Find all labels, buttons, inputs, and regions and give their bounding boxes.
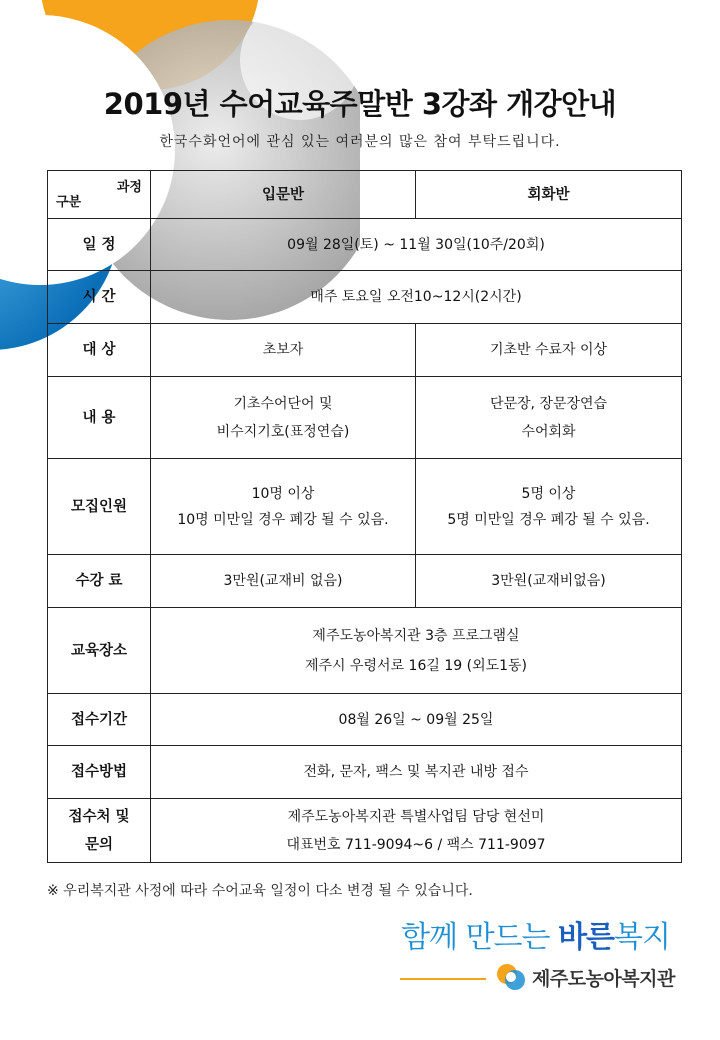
- row-label-content: 내 용: [48, 377, 151, 459]
- content-intro: [151, 377, 416, 459]
- row-label-place: 교육장소: [48, 608, 151, 694]
- place-line1: 제주도농아복지관 3층 프로그램실: [312, 627, 520, 644]
- org-logo-icon: [494, 960, 528, 994]
- contact-line2: 대표번호 711-9094~6 / 팩스 711-9097: [286, 836, 546, 853]
- place-line2: 제주시 우령서로 16길 19 (외도1동): [304, 657, 528, 674]
- table-header-row: [48, 171, 682, 219]
- schedule-value: 09월 28일(토) ~ 11월 30일(10주/20회): [151, 219, 682, 271]
- row-label-schedule: 일 정: [48, 219, 151, 271]
- page-subtitle: 한국수화언어에 관심 있는 여러분의 많은 참여 부탁드립니다.: [159, 134, 561, 150]
- content-conversation: [416, 377, 682, 459]
- orange-divider-line: [400, 978, 486, 980]
- column-header-conversation: 회화반: [416, 171, 682, 219]
- course-info-table: [47, 170, 682, 863]
- table-row: [48, 219, 682, 271]
- recruit-conversation-line2: 5명 미만일 경우 폐강 될 수 있음.: [447, 511, 650, 528]
- contact-value: [151, 799, 682, 863]
- recruit-intro-line2: 10명 미만일 경우 폐강 될 수 있음.: [177, 511, 389, 528]
- period-value: 08월 26일 ~ 09월 25일: [151, 694, 682, 746]
- corner-header-course: 과정: [116, 180, 142, 195]
- slogan-post: 복지: [614, 920, 670, 955]
- corner-header-category: 구분: [56, 195, 82, 210]
- method-value: 전화, 문자, 팩스 및 복지관 내방 접수: [151, 746, 682, 799]
- org-name: 제주도농아복지관: [532, 967, 675, 990]
- row-label-contact: [48, 799, 151, 863]
- page-title: 2019년 수어교육주말반 3강좌 개강안내: [103, 87, 617, 121]
- row-label-target: 대 상: [48, 324, 151, 377]
- slogan-pre: 함께 만드는: [401, 920, 559, 955]
- row-label-fee: 수강 료: [48, 555, 151, 608]
- table-row: [48, 746, 682, 799]
- target-intro: 초보자: [151, 324, 416, 377]
- contact-label-line2: 문의: [84, 836, 113, 853]
- recruit-intro: [151, 459, 416, 555]
- recruit-conversation-line1: 5명 이상: [521, 485, 576, 502]
- fee-conversation: 3만원(교재비없음): [416, 555, 682, 608]
- target-conversation: 기초반 수료자 이상: [416, 324, 682, 377]
- table-row: [48, 608, 682, 694]
- column-header-intro: 입문반: [151, 171, 416, 219]
- table-row: [48, 459, 682, 555]
- slogan-bold: 바른: [558, 920, 615, 955]
- content-conversation-line2: 수어회화: [521, 423, 576, 440]
- row-label-period: 접수기간: [48, 694, 151, 746]
- row-label-method: 접수방법: [48, 746, 151, 799]
- row-label-time: 시 간: [48, 271, 151, 324]
- org-logo: [494, 960, 675, 994]
- recruit-conversation: [416, 459, 682, 555]
- fee-intro: 3만원(교재비 없음): [151, 555, 416, 608]
- recruit-intro-line1: 10명 이상: [251, 485, 315, 502]
- table-row: [48, 799, 682, 863]
- table-row: [48, 324, 682, 377]
- table-row: [48, 694, 682, 746]
- content-intro-line1: 기초수어단어 및: [233, 395, 333, 412]
- place-value: [151, 608, 682, 694]
- row-label-recruit: 모집인원: [48, 459, 151, 555]
- time-value: 매주 토요일 오전10~12시(2시간): [151, 271, 682, 324]
- slogan: [401, 912, 670, 956]
- table-row: [48, 555, 682, 608]
- corner-header-cell: [48, 171, 151, 219]
- table-row: [48, 377, 682, 459]
- table-row: [48, 271, 682, 324]
- contact-line1: 제주도농아복지관 특별사업팀 담당 현선미: [287, 808, 545, 825]
- content-conversation-line1: 단문장, 장문장연습: [489, 395, 608, 412]
- contact-label-line1: 접수처 및: [68, 808, 130, 825]
- content-intro-line2: 비수지기호(표정연습): [216, 423, 350, 440]
- footnote: ※ 우리복지관 사정에 따라 수어교육 일정이 다소 변경 될 수 있습니다.: [47, 883, 473, 899]
